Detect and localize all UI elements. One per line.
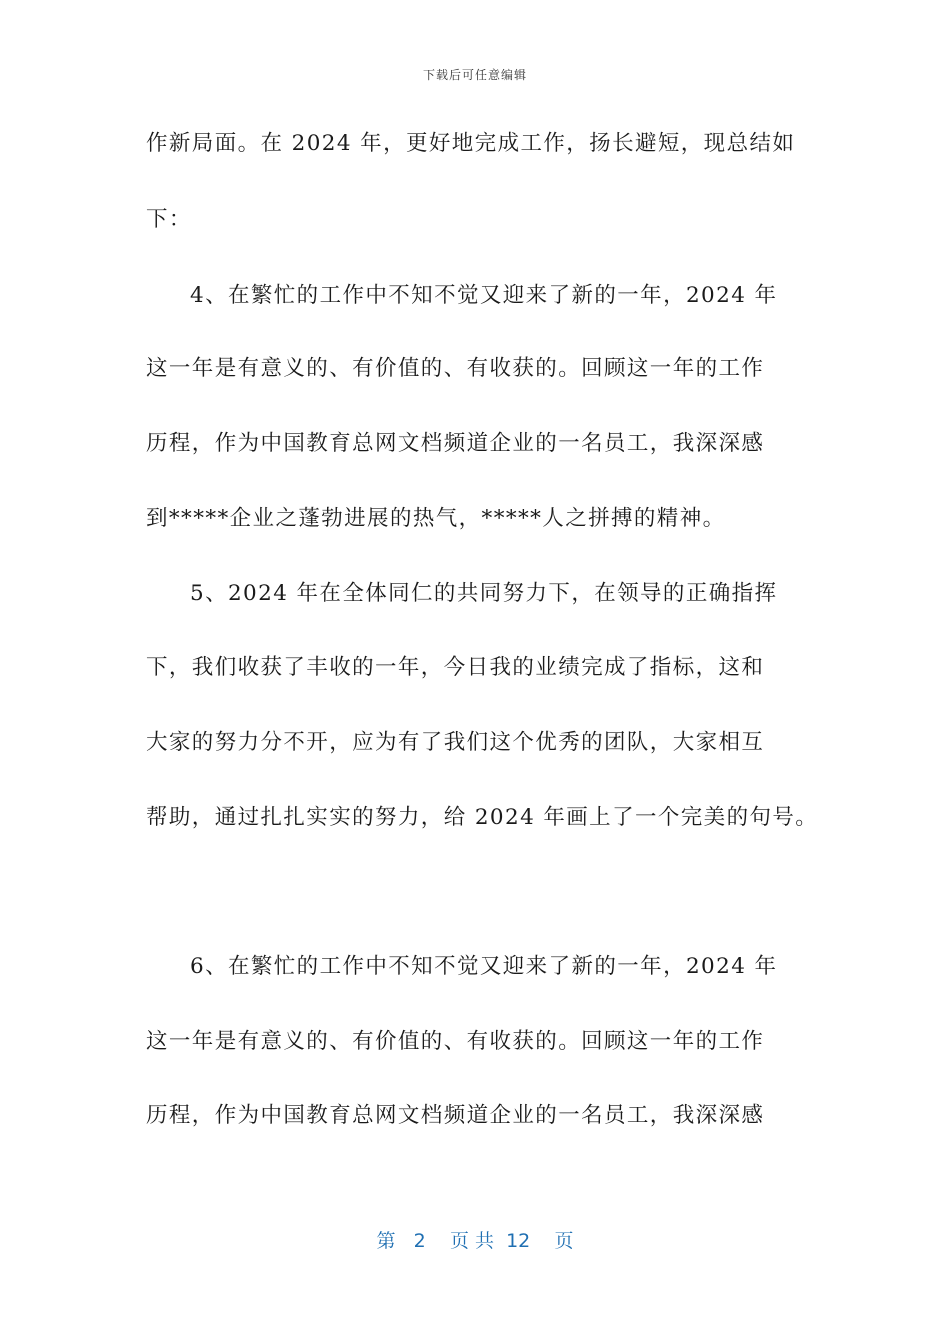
text-line: 历程，作为中国教育总网文档频道企业的一名员工，我深深感 bbox=[146, 431, 765, 456]
text-line: 大家的努力分不开，应为有了我们这个优秀的团队，大家相互 bbox=[146, 730, 765, 755]
paragraph-5-line: 5、2024 年在全体同仁的共同努力下，在领导的正确指挥 bbox=[190, 581, 778, 606]
text-line: 下： bbox=[146, 207, 192, 232]
paragraph-4-line: 4、在繁忙的工作中不知不觉又迎来了新的一年，2024 年 bbox=[190, 283, 778, 308]
footer-prefix: 第 bbox=[376, 1230, 396, 1252]
footer-middle: 页 共 bbox=[449, 1230, 494, 1252]
text-line: 到*****企业之蓬勃进展的热气，*****人之拼搏的精神。 bbox=[146, 506, 726, 531]
text-line: 下，我们收获了丰收的一年，今日我的业绩完成了指标，这和 bbox=[146, 655, 765, 680]
paragraph-6-line: 6、在繁忙的工作中不知不觉又迎来了新的一年，2024 年 bbox=[190, 954, 778, 979]
text-line: 帮助，通过扎扎实实的努力，给 2024 年画上了一个完美的句号。 bbox=[146, 805, 819, 830]
text-line: 作新局面。在 2024 年，更好地完成工作，扬长避短，现总结如 bbox=[146, 131, 796, 156]
header-note: 下载后可任意编辑 bbox=[422, 68, 527, 82]
text-line: 历程，作为中国教育总网文档频道企业的一名员工，我深深感 bbox=[146, 1103, 765, 1128]
text-line: 这一年是有意义的、有价值的、有收获的。回顾这一年的工作 bbox=[146, 1029, 765, 1054]
page-number-footer bbox=[0, 1226, 950, 1253]
footer-suffix: 页 bbox=[554, 1230, 574, 1252]
total-pages-number: 12 bbox=[506, 1230, 531, 1252]
current-page-number: 2 bbox=[413, 1230, 426, 1252]
text-line: 这一年是有意义的、有价值的、有收获的。回顾这一年的工作 bbox=[146, 356, 765, 381]
